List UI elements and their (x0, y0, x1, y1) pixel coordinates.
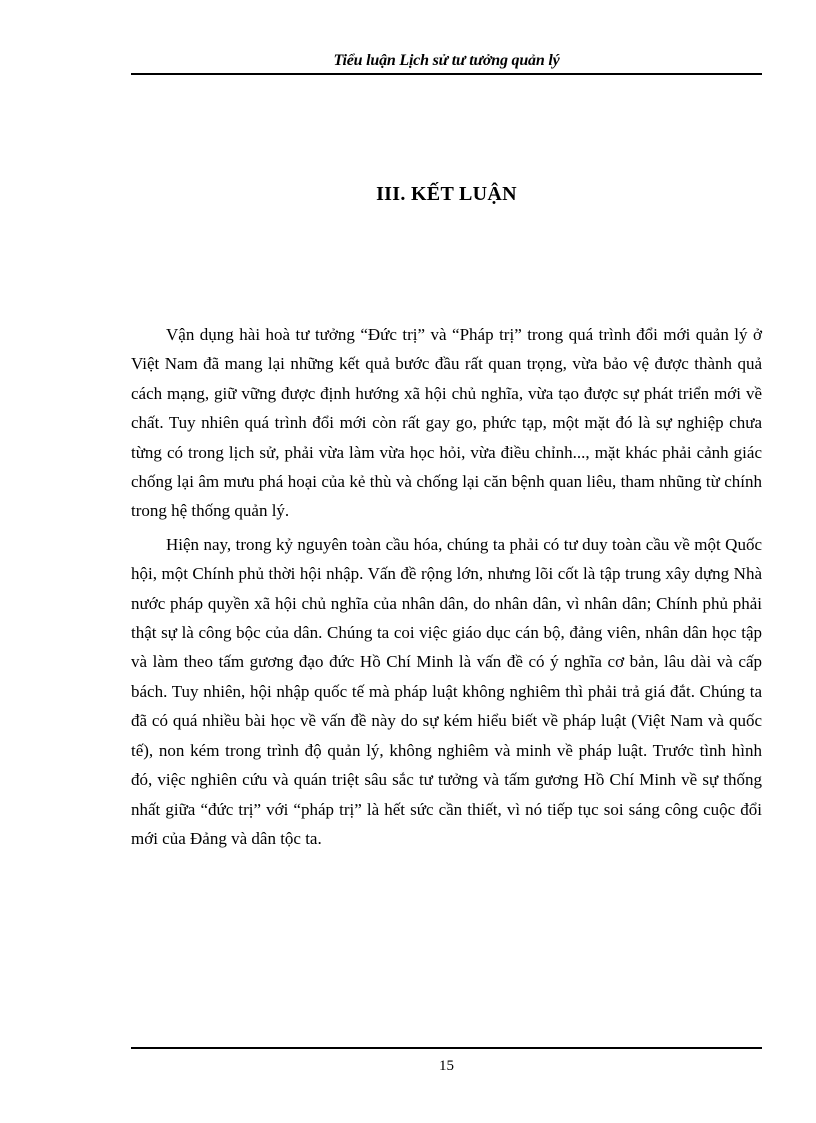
footer-divider (131, 1047, 762, 1049)
paragraph-1: Vận dụng hài hoà tư tưởng “Đức trị” và “Pháp trị” trong quá trình đổi mới quản lý ở Việt Nam đã mang lại những kết quả bước đầu rất quan trọng, vừa bảo vệ được thành quả cách mạng, giữ vững được định hướng xã hội chủ nghĩa, vừa tạo được sự phát triển mới về chất. Tuy nhiên quá trình đổi mới còn rất gay go, phức tạp, một mặt đó là sự nghiệp chưa từng có trong lịch sử, phải vừa làm vừa học hỏi, vừa điều chỉnh..., mặt khác phải cảnh giác chống lại âm mưu phá hoại của kẻ thù và chống lại căn bệnh quan liêu, tham nhũng từ chính trong hệ thống quản lý. (131, 325, 762, 521)
paragraph-2: Hiện nay, trong kỷ nguyên toàn cầu hóa, chúng ta phải có tư duy toàn cầu về một Quốc hội, một Chính phủ thời hội nhập. Vấn đề rộng lớn, nhưng lõi cốt là tập trung xây dựng Nhà nước pháp quyền xã hội chủ nghĩa của nhân dân, do nhân dân, vì nhân dân; Chính phủ phải thật sự là công bộc của dân. Chúng ta coi việc giáo dục cán bộ, đảng viên, nhân dân học tập và làm theo tấm gương đạo đức Hồ Chí Minh là vấn đề có ý nghĩa cơ bản, lâu dài và cấp bách. Tuy nhiên, hội nhập quốc tế mà pháp luật không nghiêm thì phải trả giá đắt. Chúng ta đã có quá nhiều bài học về vấn đề này do sự kém hiểu biết về pháp luật (Việt Nam và quốc tế), non kém trong trình độ quản lý, không nghiêm và minh về pháp luật. Trước tình hình đó, việc nghiên cứu và quán triệt sâu sắc tư tưởng và tấm gương Hồ Chí Minh về sự thống nhất giữa “đức trị” với “pháp trị” là hết sức cần thiết, vì nó tiếp tục soi sáng công cuộc đổi mới của Đảng và dân tộc ta. (131, 534, 762, 848)
body-text (131, 320, 762, 857)
page-header (131, 50, 762, 76)
section-title: III. KẾT LUẬN (376, 183, 517, 205)
header-divider (131, 73, 762, 75)
page-number: 15 (439, 1058, 454, 1074)
running-title: Tiểu luận Lịch sử tư tưởng quản lý (333, 52, 560, 69)
page-footer (131, 1047, 762, 1087)
